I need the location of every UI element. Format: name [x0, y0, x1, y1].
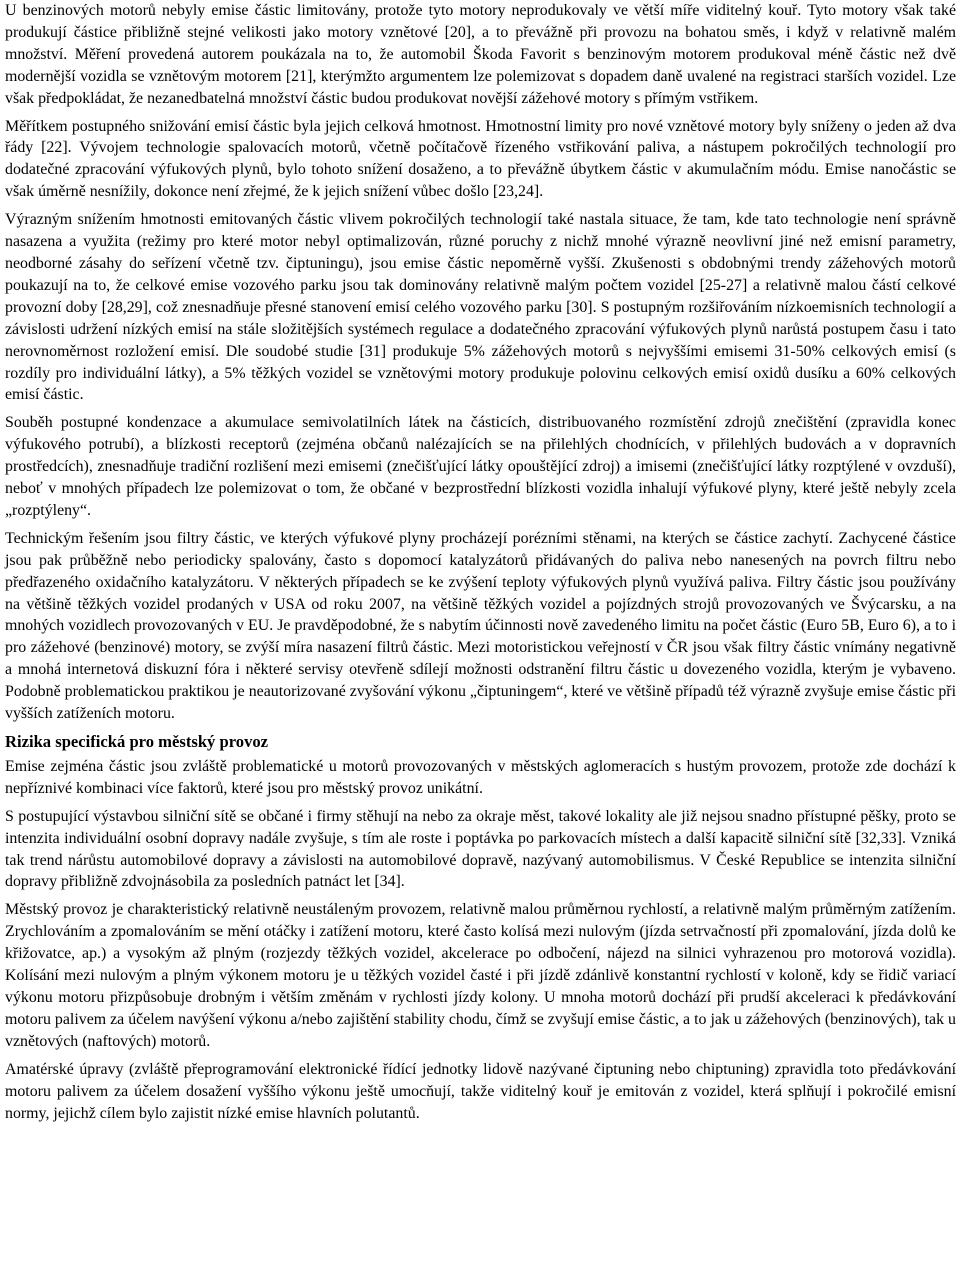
section-heading: Rizika specifická pro městský provoz — [5, 732, 269, 751]
paragraph: Městský provoz je charakteristický relativně neustáleným provozem, relativně malou průměrnou rychlostí, a relativně malým průměrným zatížením. Zrychlováním a zpomalováním se mění otáčky i zatížení motoru, které často kolísá mezi nulovým (jízda setrvačností při zpomalování, jízda dolů ke křižovatce, ap.) a vysokým až plným (rozjezdy těžkých vozidel, akcelerace po odbočení, nájezd na silnici vyhrazenou pro motorová vozidla). Kolísání mezi nulovým a plným výkonem motoru je u těžkých vozidel časté i při jízdě zdánlivě konstantní rychlostí v koloně, kdy se řidič variací výkonu motoru přizpůsobuje drobným i větším změnám v rychlosti jízdy kolony. U mnoha motorů dochází při prudší akceleraci k předávkování motoru palivem za účelem navýšení výkonu a/nebo zajištění stability chodu, čímž se zvyšují emise částic, a to jak u zážehových (benzinových), tak u vznětových (naftových) motorů. — [5, 901, 956, 1050]
paragraph: Výrazným snížením hmotnosti emitovaných částic vlivem pokročilých technologií také nastala situace, že tam, kde tato technologie není správně nasazena a využita (režimy pro které motor nebyl optimalizován, různé poruchy z nichž mnohé výrazně neovlivní jiné než emisní parametry, neodborné zásahy do seřízení včetně tzv. čiptuningu), jsou emise částic nepoměrně vyšší. Zkušenosti s obdobnými trendy zážehových motorů poukazují na to, že celkové emise vozového parku jsou tak dominovány relativně malým počtem vozidel [25-27] a relativně malou částí celkové provozní doby [28,29], což znesnadňuje přesné stanovení emisí celého vozového parku [30]. S postupným rozšiřováním nízkoemisních technologií a závislosti udržení nízkých emisí na stále složitějších systémech regulace a dodatečného zpracování výfukových plynů narůstá postupem času i tato nerovnoměrnost rozložení emisí. Dle soudobé studie [31] produkuje 5% zážehových motorů s nejvyššími emisemi 31-50% celkových emisí (s rozdíly pro individuální látky), a 5% těžkých vozidel se vznětovými motory produkuje polovinu celkových emisí oxidů dusíku a 60% celkových emisí částic. — [5, 211, 956, 404]
paragraph: U benzinových motorů nebyly emise částic limitovány, protože tyto motory neprodukovaly ve větší míře viditelný kouř. Tyto motory však také produkují částice přibližně stejné velikosti jako motory vznětové [20], a to převážně při provozu na bohatou směs, i když v relativně malém množství. Měření provedená autorem poukázala na to, že automobil Škoda Favorit s benzinovým motorem produkoval méně částic než dvě modernější vozidla se vznětovým motorem [21], kterýmžto argumentem lze polemizovat s dopadem daně uvalené na registraci starších vozidel. Lze však předpokládat, že nezanedbatelná množství částic budou produkovat novější zážehové motory s přímým vstřikem. — [5, 2, 956, 107]
paragraph: Souběh postupné kondenzace a akumulace semivolatilních látek na částicích, distribuovaného rozmístění zdrojů znečištění (zpravidla konec výfukového potrubí), a blízkosti receptorů (zejména občanů nalézajících se na přilehlých chodnících, v přilehlých budovách a v dopravních prostředcích), znesnadňuje tradiční rozlišení mezi emisemi (znečišťující látky opouštějící zdroj) a imisemi (znečišťující látky rozptýlené v ovzduší), neboť v mnohých případech lze polemizovat o tom, že občané v bezprostřední blízkosti vozidla inhalují výfukové plyny, které ještě nebyly zcela „rozptýleny“. — [5, 414, 956, 519]
paragraph: S postupující výstavbou silniční sítě se občané i firmy stěhují na nebo za okraje měst, takové lokality ale již nejsou snadno přístupné pěšky, proto se intenzita individuální osobní dopravy nadále zvyšuje, s tím ale roste i poptávka po parkovacích místech a další kapacitě silniční sítě [32,33]. Vzniká tak trend nárůstu automobilové dopravy a závislosti na automobilové dopravě, nazývaný automobilismus. V České Republice se intenzita silniční dopravy přibližně zdvojnásobila za posledních patnáct let [34]. — [5, 807, 956, 891]
paragraph: Měřítkem postupného snižování emisí částic byla jejich celková hmotnost. Hmotnostní limity pro nové vznětové motory byly sníženy o jeden až dva řády [22]. Vývojem technologie spalovacích motorů, včetně počítačově řízeného vstřikování paliva, a nástupem pokročilých technologií pro dodatečné zpracování výfukových plynů, bylo tohoto snížení dosaženo, a to převážně úbytkem částic v akumulačním módu. Emise nanočástic se však úměrně nesnížily, dokonce není zřejmé, že k jejich snížení vůbec došlo [23,24]. — [5, 117, 956, 201]
paragraph: Emise zejména částic jsou zvláště problematické u motorů provozovaných v městských aglomeracích s hustým provozem, protože zde dochází k nepříznivé kombinaci více faktorů, které jsou pro městský provoz unikátní. — [5, 757, 956, 797]
paragraph: Technickým řešením jsou filtry částic, ve kterých výfukové plyny procházejí porézními stěnami, na kterých se částice zachytí. Zachycené částice jsou pak průběžně nebo periodicky spalovány, často s dopomocí katalyzátorů přidávaných do paliva nebo nanesených na povrch filtru nebo předřazeného oxidačního katalyzátoru. V některých případech se ke zvýšení teploty výfukových plynů využívá paliva. Filtry částic jsou používány na většině těžkých vozidel prodaných v USA od roku 2007, na většině těžkých vozidel a pojízdných strojů provozovaných ve Švýcarsku, a na mnohých vozidlech provozovaných v EU. Je pravděpodobné, že s nabytím účinnosti nově zavedeného limitu na počet částic (Euro 5B, Euro 6), a to i pro zážehové (benzinové) motory, se zvýší míra nasazení filtrů částic. Mezi motoristickou veřejností v ČR jsou však filtry částic vnímány negativně a mnohá internetová diskuzní fóra i některé servisy otevřeně sdílejí možnosti odstranění filtru částic u dovezeného vozidla, kterým je vybaveno. Podobně problematickou praktikou je neautorizované zvyšování výkonu „čiptuningem“, které ve většině případů též výrazně zvyšuje emise částic při vyšších zatíženích motoru. — [5, 529, 956, 723]
paragraph: Amatérské úpravy (zvláště přeprogramování elektronické řídící jednotky lidově nazývané čiptuning nebo chiptuning) zpravidla toto předávkování motoru palivem za účelem dosažení vyššího výkonu ještě umocňují, takže viditelný kouř je emitován z vozidel, která splňují i pokročilé emisní normy, jejichž cílem bylo zajistit nízké emise hlavních polutantů. — [5, 1060, 956, 1122]
